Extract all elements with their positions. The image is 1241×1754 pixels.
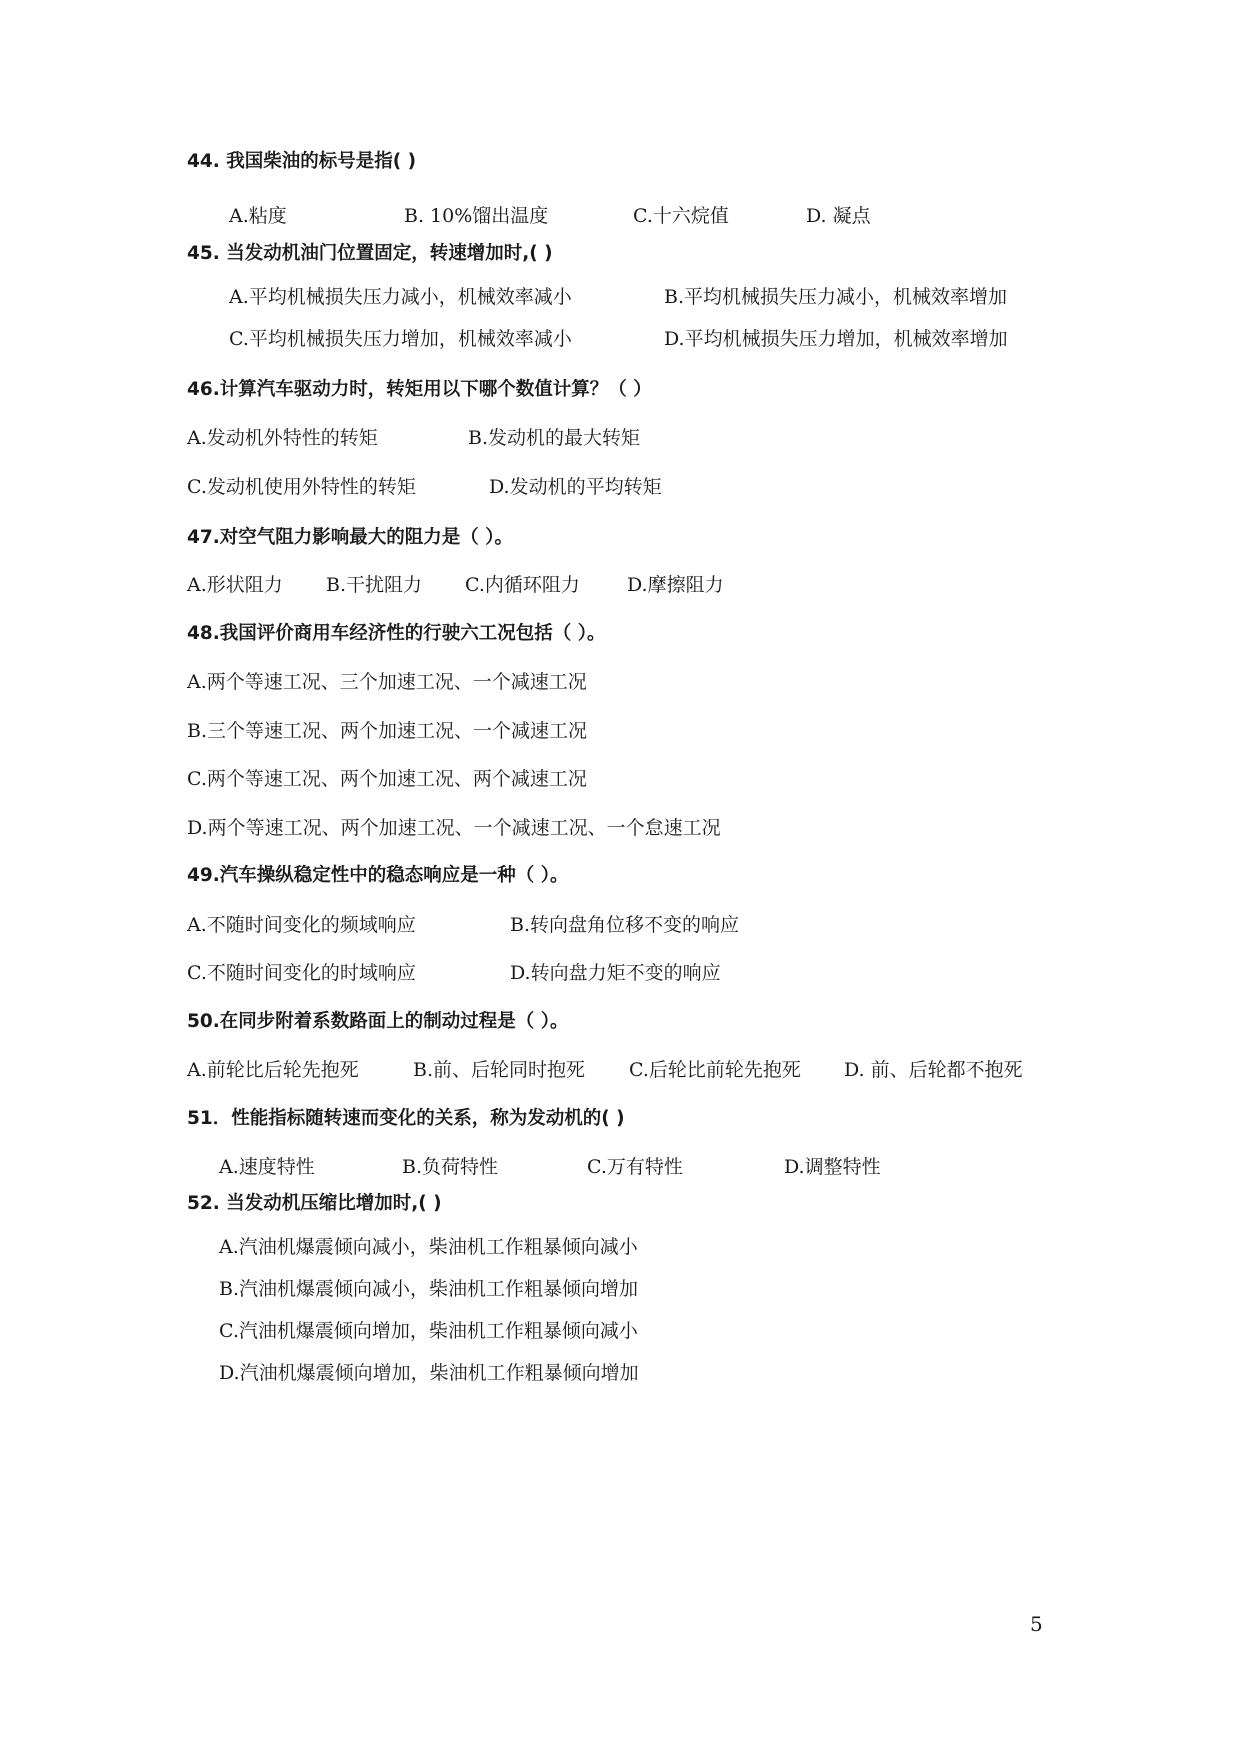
question-51-option-d: D.调整特性: [784, 1156, 881, 1178]
question-51-stem: 51．性能指标随转速而变化的关系，称为发动机的( ): [187, 1108, 625, 1129]
question-52-option-a: A.汽油机爆震倾向减小，柴油机工作粗暴倾向减小: [219, 1236, 638, 1258]
question-46-option-b: B.发动机的最大转矩: [468, 427, 641, 449]
question-52-option-d: D.汽油机爆震倾向增加，柴油机工作粗暴倾向增加: [219, 1362, 639, 1384]
question-47-option-b: B.干扰阻力: [326, 574, 423, 596]
question-47-option-c: C.内循环阻力: [465, 574, 580, 596]
page-number: 5: [1030, 1612, 1043, 1636]
question-47-option-a: A.形状阻力: [187, 574, 283, 596]
question-49-option-b: B.转向盘角位移不变的响应: [510, 914, 740, 936]
question-49-stem: 49.汽车操纵稳定性中的稳态响应是一种（ ）。: [187, 865, 569, 886]
question-44-option-d: D. 凝点: [806, 205, 871, 227]
question-50-option-b: B.前、后轮同时抱死: [413, 1059, 586, 1081]
question-44-option-a: A.粘度: [229, 205, 287, 227]
question-48-option-c: C.两个等速工况、两个加速工况、两个减速工况: [187, 768, 587, 790]
question-52-option-c: C.汽油机爆震倾向增加，柴油机工作粗暴倾向减小: [219, 1320, 638, 1342]
question-51-option-c: C.万有特性: [587, 1156, 683, 1178]
question-48-option-a: A.两个等速工况、三个加速工况、一个减速工况: [187, 671, 587, 693]
question-52-option-b: B.汽油机爆震倾向减小，柴油机工作粗暴倾向增加: [219, 1278, 639, 1300]
question-49-option-d: D.转向盘力矩不变的响应: [510, 962, 721, 984]
question-45-option-c: C.平均机械损失压力增加，机械效率减小: [229, 328, 572, 350]
question-46-stem: 46.计算汽车驱动力时，转矩用以下哪个数值计算？（ ）: [187, 379, 652, 400]
question-50-option-a: A.前轮比后轮先抱死: [187, 1059, 359, 1081]
question-44-stem: 44. 我国柴油的标号是指( ): [187, 151, 417, 172]
question-45-option-a: A.平均机械损失压力减小，机械效率减小: [229, 286, 572, 308]
question-44-option-b: B. 10%馏出温度: [404, 205, 549, 227]
question-48-stem: 48.我国评价商用车经济性的行驶六工况包括（ ）。: [187, 623, 606, 644]
question-50-option-c: C.后轮比前轮先抱死: [629, 1059, 801, 1081]
question-51-option-a: A.速度特性: [219, 1156, 315, 1178]
question-46-option-c: C.发动机使用外特性的转矩: [187, 476, 416, 498]
question-51-option-b: B.负荷特性: [402, 1156, 499, 1178]
question-45-option-b: B.平均机械损失压力减小，机械效率增加: [664, 286, 1008, 308]
question-45-option-d: D.平均机械损失压力增加，机械效率增加: [664, 328, 1008, 350]
question-47-option-d: D.摩擦阻力: [627, 574, 724, 596]
question-44-option-c: C.十六烷值: [633, 205, 729, 227]
question-49-option-a: A.不随时间变化的频域响应: [187, 914, 416, 936]
question-45-stem: 45. 当发动机油门位置固定，转速增加时,( ): [187, 243, 553, 264]
question-52-stem: 52. 当发动机压缩比增加时,( ): [187, 1193, 442, 1214]
question-46-option-a: A.发动机外特性的转矩: [187, 427, 378, 449]
question-50-option-d: D. 前、后轮都不抱死: [844, 1059, 1023, 1081]
question-49-option-c: C.不随时间变化的时域响应: [187, 962, 416, 984]
question-50-stem: 50.在同步附着系数路面上的制动过程是（ ）。: [187, 1011, 569, 1032]
question-47-stem: 47.对空气阻力影响最大的阻力是（ ）。: [187, 527, 513, 548]
question-46-option-d: D.发动机的平均转矩: [489, 476, 662, 498]
question-48-option-b: B.三个等速工况、两个加速工况、一个减速工况: [187, 720, 588, 742]
question-48-option-d: D.两个等速工况、两个加速工况、一个减速工况、一个怠速工况: [187, 817, 721, 839]
